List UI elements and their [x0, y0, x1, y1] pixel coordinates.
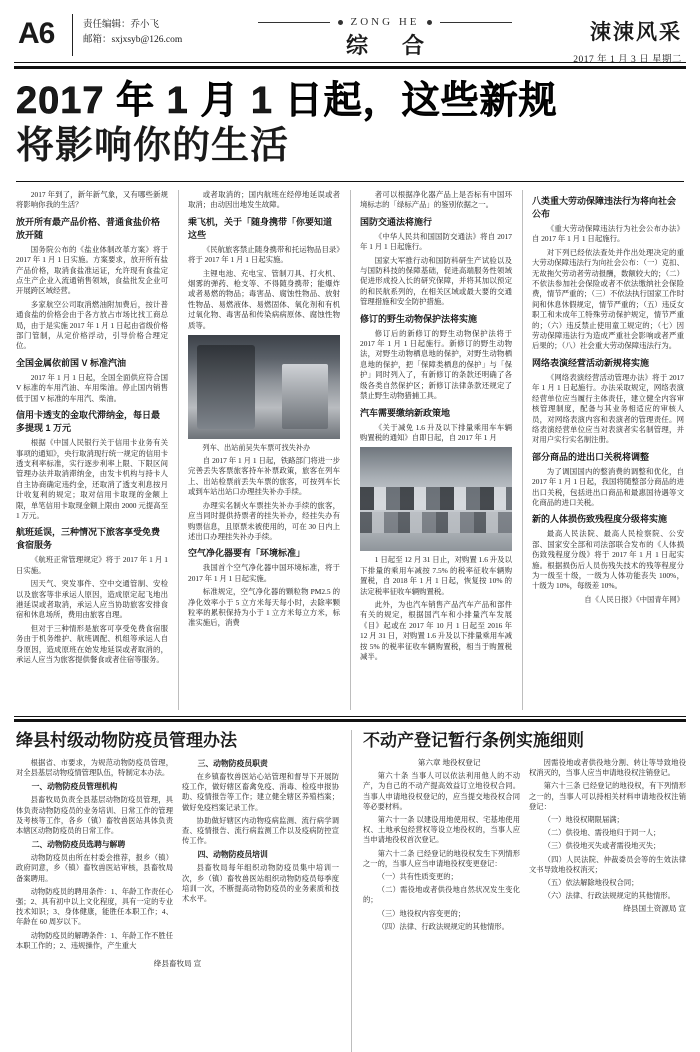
- brand-title: 涑涑风采: [590, 21, 682, 44]
- paragraph: （二）需役地或者供役地自然状况发生变化的；: [363, 885, 520, 905]
- section-pinyin-row: [258, 16, 512, 28]
- paragraph: （三）地役权内容变更的；: [377, 908, 466, 918]
- paragraph: 动物防疫员的聘用条件：1、年龄工作责任心强；2、具有初中以上文化程度，具有一定的专业技术知识；3、身体健康，能胜任本职工作；4、年龄在 60 周岁以下。: [16, 886, 173, 927]
- section-title: 综 合: [345, 33, 439, 58]
- subhead-gasoline-standard: 全国金属依前国 V 标准汽油: [16, 357, 127, 368]
- paragraph: 对下列已经依法查处并作出处理决定的重大劳动保障违法行为向社会公布：（一）克扣、无故拖欠劳动者劳动报酬，数额较大的；（二）不依法参加社会保险或者不依法缴纳社会保险费，情节严重的；（三）不依法执行国家工作时间和休息休假规定，情节严重的；（五）违反女职工和未成年工特殊劳动保护规定，情节严重的；（六）违反禁止使用童工规定的；（七）因劳动保障违法行为造成严重社会影响或者严重后果的；（八）社会重大劳动保障违法行为。: [532, 247, 684, 351]
- paragraph: 办理实名制火车票挂失补办手续的旅客，应当同时提供持票者的挂失补办，经挂失办有购票信息，且原票未被使用的，可在 30 日内上述出口办理挂失补办手续。: [188, 500, 340, 541]
- subhead-wildlife-protection: 修订的野生动物保护法将实施: [360, 313, 478, 324]
- paragraph: 此外，为也汽车销售产品汽车产品和部件有关的规定，根据国汽车和小排量汽车发展《目》起或在 2017 年 10 月 1 日起至 2016 年 12 月 31 日，对购置 1.6 升及以下排量乘用车减按 5% 的税率征收车辆购置税，相当于购置税减半。: [360, 599, 512, 661]
- paragraph: 但对于三种情形是旅客可享受免费食宿服务由于机务维护、航班调配、机组等承运人自身原因，造成原班在始发地延误或者取消的，承运人应当为旅客提供餐食或者住宿等服务。: [16, 623, 168, 664]
- bottom-articles: [0, 722, 700, 1052]
- subhead-training: 四、动物防疫员培训: [197, 850, 268, 860]
- paragraph: 因需役地或者供役地分割、转让等导致地役权消灭的，当事人应当申请地役权注销登记。: [529, 758, 686, 778]
- dot-left-icon: [338, 20, 343, 25]
- bottom-right-columns: [363, 758, 686, 935]
- masthead: [0, 0, 700, 65]
- paragraph: 《航班正常管理规定》将于 2017 年 1 月 1 日实施。: [16, 555, 168, 575]
- article-column-2: [178, 190, 340, 710]
- paragraph: （一）共有性质变更的；: [377, 872, 458, 882]
- editor-info: [72, 14, 258, 56]
- paragraph: 标准规定，空气净化器的颗粒物 PM2.5 的净化效率小于 5 立方米每天每小时，去除率颗粒率的累积保持为小于 1 立方米每立方米，标准实施后，消费: [188, 587, 340, 628]
- subhead-tariff-adjustment: 部分商品的进出口关税将调整: [532, 451, 650, 462]
- headline-line-2: 将影响你的生活: [16, 125, 290, 167]
- main-article-columns: [0, 182, 700, 710]
- lead-paragraph: 2017 年到了，新年新气象，又有哪些新规将影响你我的生活？: [16, 190, 168, 210]
- headline-line-1: 2017 年 1 月 1 日起，这些新规: [16, 80, 558, 122]
- bottom-right-title: 不动产登记暂行条例实施细则: [363, 731, 584, 750]
- bottom-left-col-1: [16, 758, 173, 954]
- paragraph: 根据《中国人民银行关于信用卡业务有关事项的通知》，央行取消现行统一规定的信用卡透支利率标准，实行逐步利率上限、下限区间管理办法并取消滞纳金，由发卡机构与持卡人自主协商确定违约金，还取消了透支利息按月计收复利的规定；取对信用卡取现的金额上限，单笔信用卡取现金额上限由 2000 元提高至 1 万元。: [16, 438, 168, 520]
- paragraph: （五）依法解除地役权合同；: [543, 878, 639, 888]
- bottom-right-col-1: [363, 758, 520, 935]
- paragraph: 《民航旅客禁止随身携带和托运物品目录》将于 2017 年 1 月 1 日起实施。: [188, 244, 340, 265]
- dot-right-icon: [427, 20, 432, 25]
- paragraph: 修订后的新修订的野生动物保护法将于2017 年 1 月 1 日起施行。新修订的野生动物法，对野生动物栖息地的保护，对野生动物栖息地的保护，把「保障类栖息的保护」与「保护」同时列入了，有新修订的条款还明确了各级各类自然保护区；新修订法律条款还规定了禁止野生动物猎捕工具。: [360, 328, 512, 401]
- paragraph: 或者取消的；国内航班在经停地延误或者取消；由动因出地发生故障。: [188, 190, 340, 210]
- paragraph: 《网络表演经营活动管理办法》将于 2017 年 1 月 1 日起施行。办法采取规定，网络表演经营单位应当履行主体责任，建立健全内容审核管理制度，配备与其业务相适应的审核人员，对网络表演内容和表演者的管理责任。网络表演经营单位应当对表演者实名制管理，并对用户实行实名制注册。: [532, 372, 684, 445]
- bottom-left-columns: [16, 758, 339, 954]
- paragraph: 协助做好辖区内动物疫病监测、流行病学调查、疫情报告、流行病监测工作以及疫病防控宣传工作。: [182, 815, 339, 846]
- paragraph: 在乡镇畜牧兽医站心站管理和督导下开展防疫工作，做好辖区畜禽免疫、消毒、检疫申报协助、疫情报告等工作；建立健全辖区养殖档案；做好免疫档案记录工作。: [182, 772, 339, 812]
- section-pinyin: ZONG HE: [350, 16, 420, 28]
- brand-block: [512, 14, 682, 65]
- paragraph: 《重大劳动保障违法行为社会公布办法》自 2017 年 1 月 1 日起施行。: [532, 224, 684, 244]
- paragraph: 最高人民法院、最高人民检察院、公安部、国家安全部和司法部联合发布的《人体损伤致残程度分级》将于 2017 年 1 月 1 日起实施。根据损伤后人员伤残失技术的残等程度分为一级至十级，一级为人体功能丧失 100%，十级为 10%，每级差 10%。: [532, 529, 684, 591]
- photo-car-lot: [360, 447, 512, 551]
- paragraph: （四）法律、行政法规规定的其他情形。: [377, 921, 509, 931]
- article-source: 自《人民日报》《中国青年网》: [584, 594, 684, 604]
- bottom-right-source: 绛县国土资源局 宣: [623, 904, 686, 914]
- section-header: [258, 14, 512, 56]
- paragraph: 因天气、突发事件、空中交通管制、安检以及旅客等非承运人原因，造成原定起飞地出港延误或者取消，承运人应当协助旅客安排食宿和休息场所，费用由旅客自理。: [16, 579, 168, 620]
- paragraph: （二）供役地、需役地归于同一人；: [543, 828, 661, 838]
- paragraph: 我国首个空气净化器中国环境标准，将于 2017 年 1 月 1 日起实施。: [188, 563, 340, 583]
- paragraph: （四）人民法院、仲裁委员会等的生效法律文书导致地役权消灭；: [529, 854, 686, 874]
- paragraph: 县畜牧局每年组织动物防疫员集中培训一次，乡（镇）畜牧兽医站组织动物防疫员每季度培训一次，不断提高动物防疫员的业务素质和技术水平。: [182, 863, 339, 904]
- paragraph: 第六十一条 以建设用地使用权、宅基地使用权、土地承包经营权等设立地役权的，当事人应当申请地役权首次登记。: [363, 815, 520, 845]
- article-column-4: [522, 190, 684, 710]
- paragraph: 第六十条 当事人可以依法利用他人的不动产，为自己的不动产提高效益订立地役权合同。当事人申请地役权登记的，应当提交地役权合同等必要材料。: [363, 771, 520, 811]
- bottom-right-col-2: [529, 758, 686, 935]
- editor-name: 责任编辑：乔小飞: [83, 20, 160, 30]
- article-column-1: [16, 190, 168, 710]
- paragraph: 主锂电池、充电宝、管制刀具、打火机、烟雾的弹药、枪支等、不得随身携带；能爆炸或者易燃的物品；毒害品、腐蚀性物品、放射性物品、易燃液体、易燃固体、氧化剂和有机过氧化物、毒害品和传染病病原体、腐蚀性物质等。: [188, 268, 340, 330]
- paragraph: 县畜牧局负责全县基层动物防疫员管理，具体负责动物防疫员的业务培训、日常工作的管理及考核等工作，各乡（镇）畜牧兽医站具体负责本辖区动物防疫员的日常工作。: [16, 795, 173, 836]
- chapter-heading: 第六章 地役权登记: [417, 758, 481, 767]
- paragraph: 国家大军推行动和国防科研生产试验以及与国防科技的保障基础，促进高端服务性领域促进形成投入长的研究保障，并将其加以预定的和民航系列的，在相关区域或最大要的交通管理措施和安全防护措施。: [360, 255, 512, 307]
- photo-caption-train: 列车、出站前吴失车票可找失补办: [202, 444, 311, 453]
- paragraph: （三）供役地灭失或者需役地灭失；: [543, 841, 661, 851]
- paragraph: 《中华人民共和国国防交通法》将自 2017 年 1 月 1 日起施行。: [360, 231, 512, 252]
- paragraph: 2017 年 1 月 1 日起，全国全面供应符合国 V 标准的车用汽油、车用柴油。停止国内销售低于国 V 标准的车用汽、柴油。: [16, 372, 168, 403]
- subhead-air-purifier: 空气净化器要有「环境标准」: [188, 548, 306, 559]
- article-column-3: [350, 190, 512, 710]
- paragraph: 《关于减免 1.6 升及以下排量乘用车车辆购置税的通知》自即日起，自 2017 年 1 月: [360, 422, 512, 442]
- paragraph: 第六十三条 已经登记的地役权，有下列情形之一的，当事人可以持相关材料申请地役权注销登记：: [529, 781, 686, 811]
- subhead-injury-grading: 新的人体损伤致残程度分级将实施: [532, 514, 668, 525]
- subhead-salt-price: 放开所有最产品价格、普通食盐价格放开随: [16, 216, 161, 240]
- paragraph: 多家航空公司取消燃油附加费后，按计普通食盐的价格会由于各方放占市场比找工商总局，由于是实施 2017 年 1 月 1 日起由省级价格部门管制，从定价格浮动，引导价格合理定位。: [16, 299, 168, 351]
- bottom-article-left: [16, 730, 339, 1052]
- paragraph: 根据省、市要求，为规范动物防疫员管理，对全县基层动物疫情管理队伍，特制定本办法。: [16, 758, 173, 778]
- paragraph: 第六十二条 已经登记的地役权发生下列情形之一的，当事人应当申请地役权变更登记：: [363, 848, 520, 868]
- bottom-left-title: 绛县村级动物防疫员管理办法: [16, 731, 237, 750]
- paragraph: 为了调国国内的整消费的调整和优化，自 2017 年 1 月 1 日起，我国将随整部分商品的进出口关税，包括进出口商品和最惠国待遇等文化商品的进口关税。: [532, 466, 684, 507]
- photo-train-station: [188, 335, 340, 439]
- subhead-hire-dismiss: 二、动物防疫员选聘与解聘: [31, 840, 126, 850]
- issue-date: 2017 年 1 月 3 日 星期二: [573, 55, 682, 65]
- subhead-duties: 三、动物防疫员职责: [197, 759, 268, 768]
- paragraph: 者可以根据净化器产品上是否标有中国环境标志的「绿标产品」的鉴别依据之一。: [360, 190, 512, 210]
- subhead-flight-delay: 航班延误，三种情况下旅客享受免费食宿服务: [16, 527, 161, 551]
- subhead-vehicle-purchase-tax: 汽车需要缴纳新政策地: [360, 407, 451, 418]
- subhead-carry-on-rules: 乘飞机，关于「随身携带「你要知道这些: [188, 216, 333, 240]
- paragraph: 国务院公布的《盐业体制改革方案》将于 2017 年 1 月 1 日实施。方案要求，放开所有盐产品价格，取消食盐准运证，允许现有食盐定点生产企业入流通销售领域，食盐批发企业可开展跨区域经营。: [16, 244, 168, 296]
- subhead-management-org: 一、动物防疫员管理机构: [31, 782, 118, 792]
- page-number: A6: [18, 17, 55, 50]
- bottom-article-right: [351, 730, 686, 1052]
- paragraph: 1 日起至 12 月 31 日止，对购置 1.6 升及以下排量的乘用车减按 7.5% 的税率征收车辆购置税，自 2018 年 1 月 1 日起，恢复按 10% 的法定税率征收车辆购置税。: [360, 555, 512, 596]
- paragraph: 自 2017 年 1 月 1 日起，铁路部门将进一步完善丢失客票旅客持车补票政策，旅客在列车上、出站检票前丢失车票的旅客，可按列车长或到车站出站口办理挂失补办手续。: [188, 456, 340, 497]
- editor-email: 邮箱：sxjxsyb@126.com: [83, 35, 183, 45]
- subhead-labor-violations: 八类重大劳动保障违法行为将向社会公布: [532, 196, 677, 219]
- subhead-online-performance: 网络表演经营活动新规将实施: [532, 357, 650, 368]
- paragraph: 动物防疫员由所在村委会推荐，报乡（镇）政府同意，乡（镇）畜牧兽医站审核，县畜牧局备案聘用。: [16, 853, 173, 883]
- headline: [0, 69, 700, 175]
- paragraph: （一）地役权期限届满；: [543, 815, 624, 825]
- rule-left: [258, 22, 330, 23]
- bottom-left-source: 绛县畜牧局 宣: [153, 959, 202, 969]
- subhead-credit-card: 信用卡透支的金取代滞纳金，每日最多提现 1 万元: [16, 410, 161, 434]
- rule-right: [440, 22, 512, 23]
- paragraph: 动物防疫员的解聘条件：1、年龄工作不胜任本职工作的；2、违规操作，产生重大: [16, 930, 173, 950]
- bottom-left-col-2: [182, 758, 339, 954]
- subhead-defense-traffic-law: 国防交通法将施行: [360, 216, 433, 227]
- paragraph: （六）法律、行政法规规定的其他情形。: [543, 891, 675, 901]
